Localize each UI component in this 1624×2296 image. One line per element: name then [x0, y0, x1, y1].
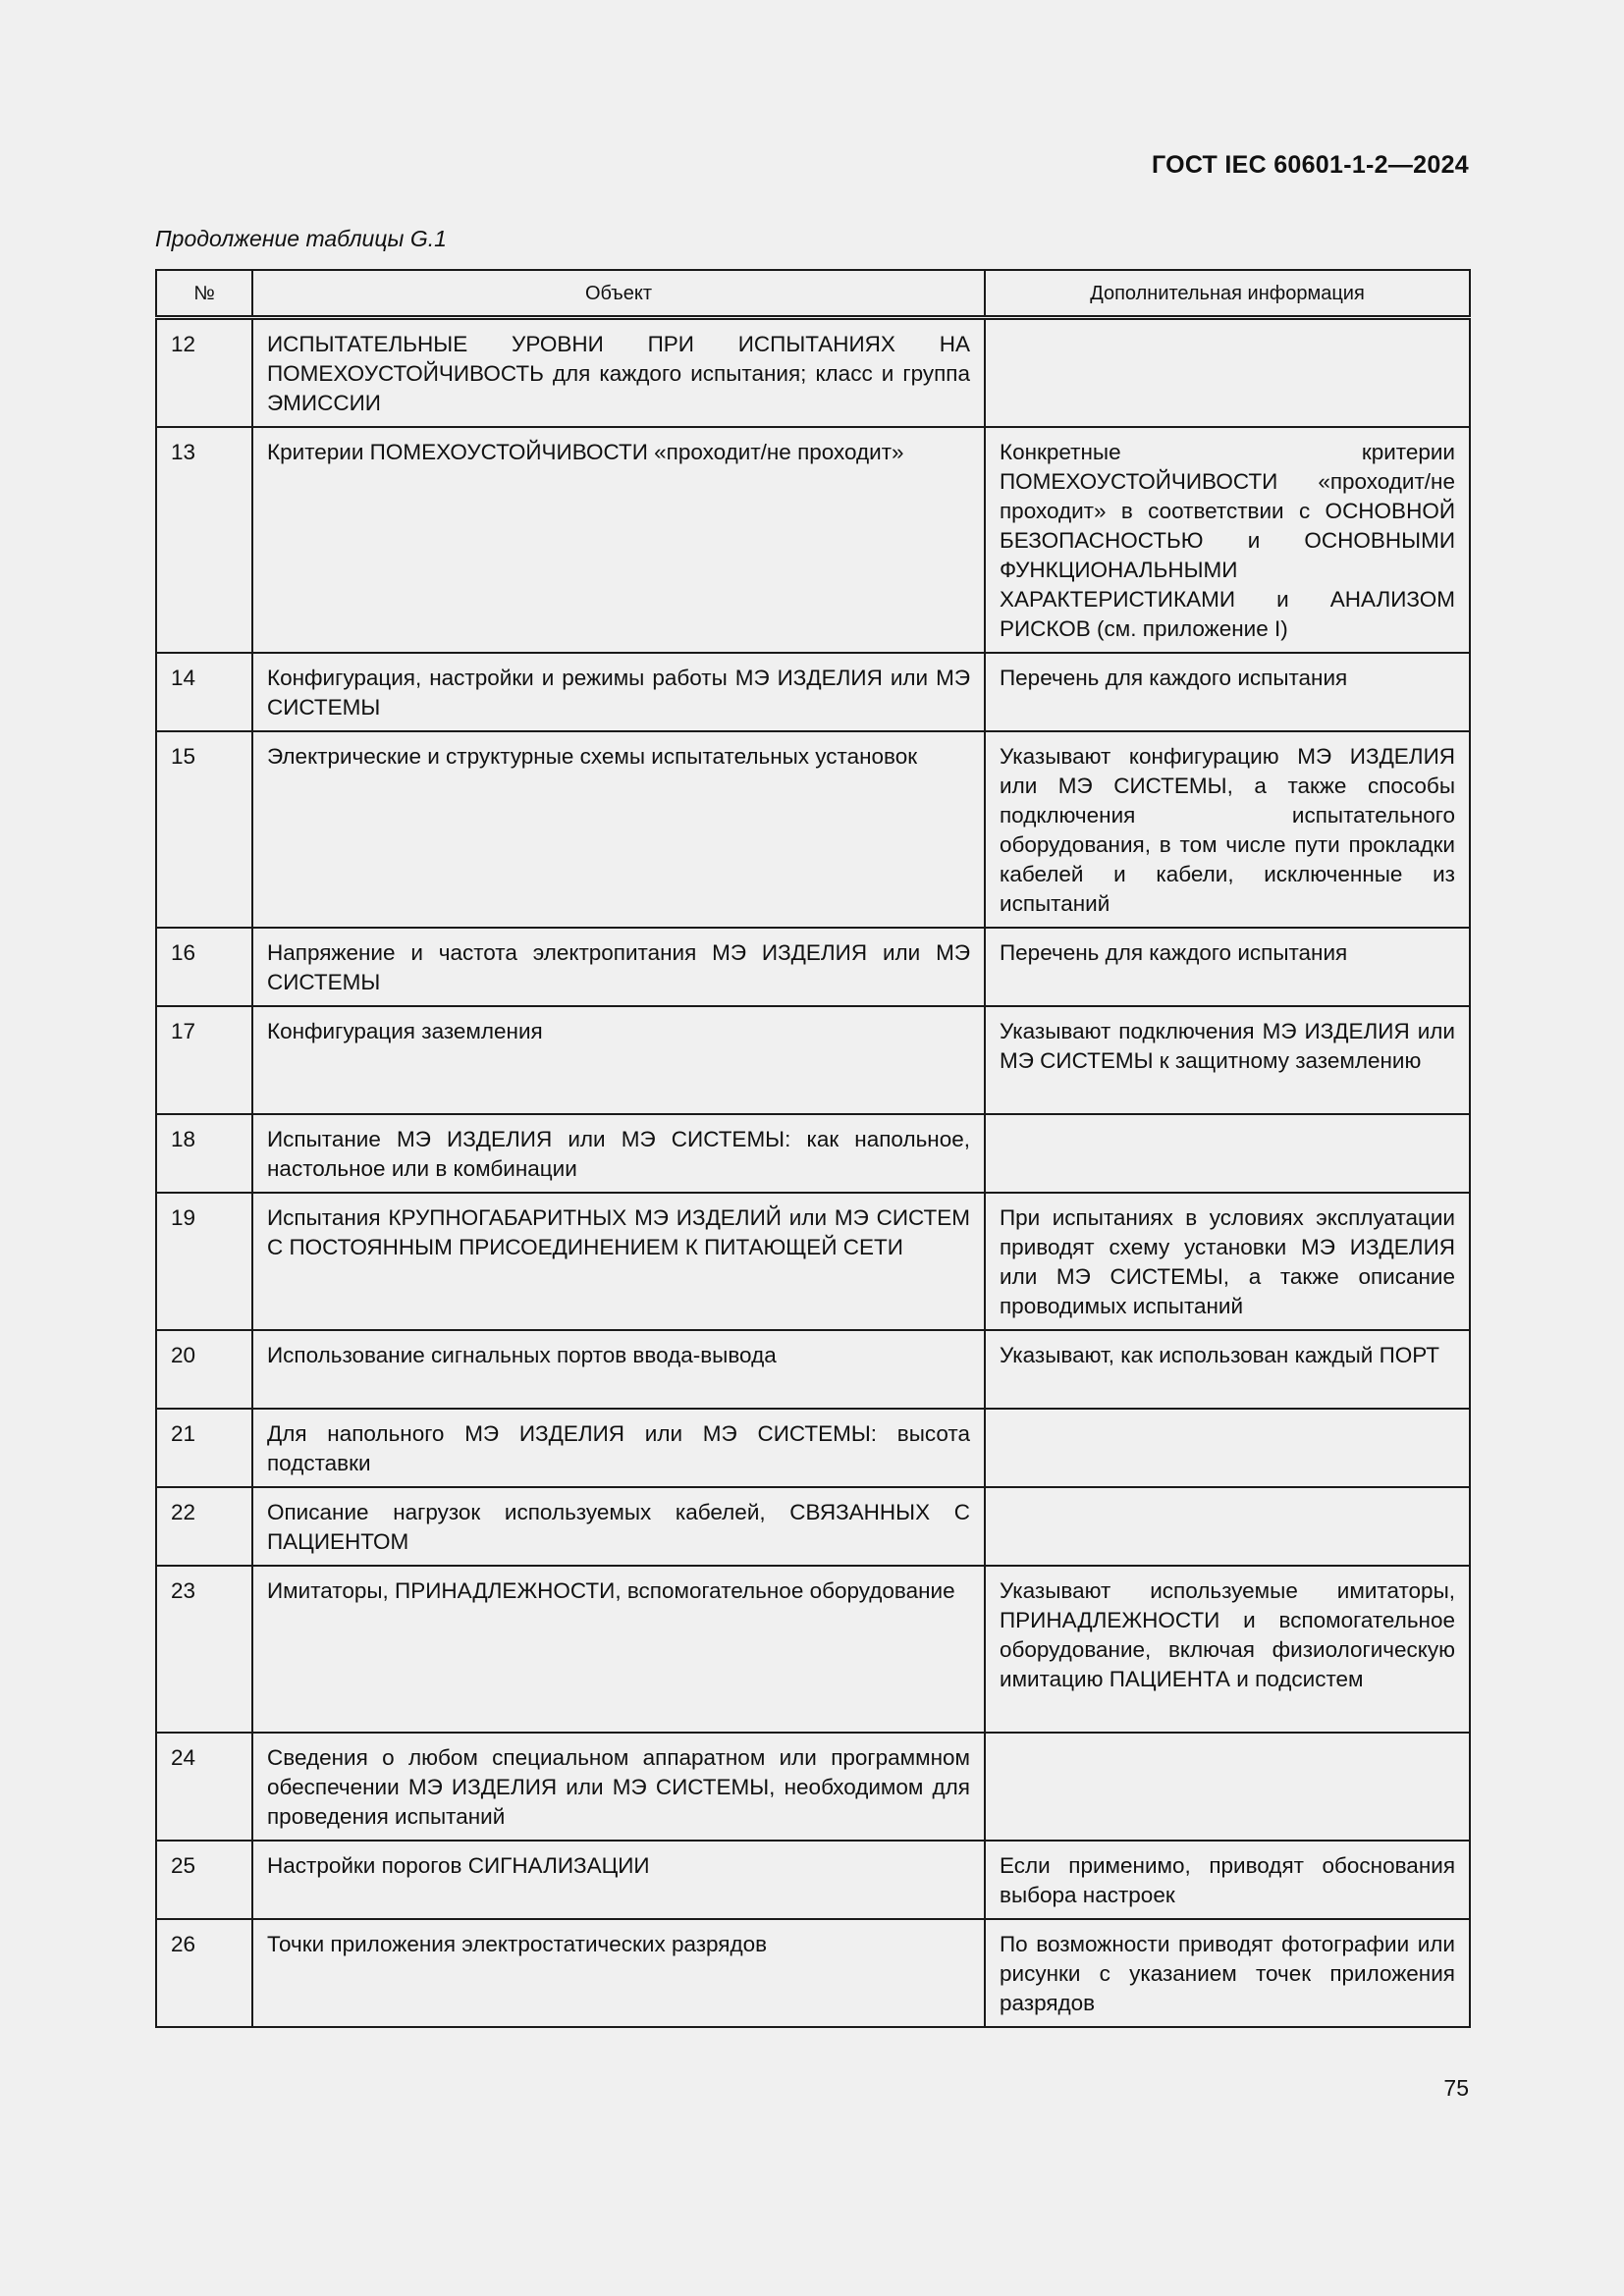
table-row [156, 928, 1470, 1006]
table-caption: Продолжение таблицы G.1 [155, 226, 447, 251]
table-row [156, 427, 1470, 653]
row-info [985, 1733, 1470, 1841]
standard-designation: ГОСТ IEC 60601-1-2—2024 [1151, 151, 1469, 179]
table-row [156, 318, 1470, 428]
table-g1 [155, 269, 1471, 2028]
row-object: Конфигурация, настройки и режимы работы МЭ ИЗДЕЛИЯ или МЭ СИСТЕМЫ [252, 653, 985, 731]
table-row [156, 1841, 1470, 1919]
row-object: Сведения о любом специальном аппаратном или программном обеспечении МЭ ИЗДЕЛИЯ или МЭ СИСТЕМЫ, необходимом для проведения испытаний [252, 1733, 985, 1841]
row-info: По возможности приводят фотографии или рисунки с указанием точек приложения разрядов [985, 1919, 1470, 2027]
table-row [156, 1733, 1470, 1841]
row-object: Испытания КРУПНОГАБАРИТНЫХ МЭ ИЗДЕЛИЙ или МЭ СИСТЕМ С ПОСТОЯННЫМ ПРИСОЕДИНЕНИЕМ К ПИТАЮЩЕЙ СЕТИ [252, 1193, 985, 1330]
row-number: 23 [156, 1566, 252, 1733]
table-row [156, 1114, 1470, 1193]
row-info: Перечень для каждого испытания [985, 653, 1470, 731]
row-number: 14 [156, 653, 252, 731]
page-number: 75 [1443, 2075, 1469, 2101]
table-row [156, 1919, 1470, 2027]
table-row [156, 1006, 1470, 1114]
row-info [985, 318, 1470, 428]
row-info [985, 1487, 1470, 1566]
row-info [985, 1114, 1470, 1193]
row-object: Точки приложения электростатических разрядов [252, 1919, 985, 2027]
row-number: 24 [156, 1733, 252, 1841]
row-info: Указывают используемые имитаторы, ПРИНАДЛЕЖНОСТИ и вспомогательное оборудование, включая физиологическую имитацию ПАЦИЕНТА и подсистем [985, 1566, 1470, 1733]
table-header-row [156, 270, 1470, 318]
table-row [156, 1566, 1470, 1733]
row-object: Использование сигнальных портов ввода-вывода [252, 1330, 985, 1409]
row-info: Перечень для каждого испытания [985, 928, 1470, 1006]
row-info: Указывают подключения МЭ ИЗДЕЛИЯ или МЭ СИСТЕМЫ к защитному заземлению [985, 1006, 1470, 1114]
row-info: Конкретные критерии ПОМЕХОУСТОЙЧИВОСТИ «проходит/не проходит» в соответствии с ОСНОВНОЙ БЕЗОПАСНОСТЬЮ и ОСНОВНЫМИ ФУНКЦИОНАЛЬНЫМИ ХАРАКТЕРИСТИКАМИ и АНАЛИЗОМ РИСКОВ (см. приложение I) [985, 427, 1470, 653]
row-object: ИСПЫТАТЕЛЬНЫЕ УРОВНИ ПРИ ИСПЫТАНИЯХ НА ПОМЕХОУСТОЙЧИВОСТЬ для каждого испытания; класс и группа ЭМИССИИ [252, 318, 985, 428]
table-row [156, 1487, 1470, 1566]
row-number: 13 [156, 427, 252, 653]
row-number: 20 [156, 1330, 252, 1409]
table-row [156, 731, 1470, 928]
row-object: Напряжение и частота электропитания МЭ ИЗДЕЛИЯ или МЭ СИСТЕМЫ [252, 928, 985, 1006]
row-number: 15 [156, 731, 252, 928]
row-object: Для напольного МЭ ИЗДЕЛИЯ или МЭ СИСТЕМЫ: высота подставки [252, 1409, 985, 1487]
table-row [156, 653, 1470, 731]
table-row [156, 1409, 1470, 1487]
row-object: Имитаторы, ПРИНАДЛЕЖНОСТИ, вспомогательное оборудование [252, 1566, 985, 1733]
row-object: Испытание МЭ ИЗДЕЛИЯ или МЭ СИСТЕМЫ: как напольное, настольное или в комбинации [252, 1114, 985, 1193]
row-number: 26 [156, 1919, 252, 2027]
row-object: Электрические и структурные схемы испытательных установок [252, 731, 985, 928]
table-row [156, 1330, 1470, 1409]
row-number: 25 [156, 1841, 252, 1919]
row-number: 18 [156, 1114, 252, 1193]
column-header-object: Объект [252, 270, 985, 318]
row-object: Критерии ПОМЕХОУСТОЙЧИВОСТИ «проходит/не проходит» [252, 427, 985, 653]
row-info: Указывают конфигурацию МЭ ИЗДЕЛИЯ или МЭ СИСТЕМЫ, а также способы подключения испытательного оборудования, в том числе пути прокладки кабелей и кабели, исключенные из испытаний [985, 731, 1470, 928]
row-number: 16 [156, 928, 252, 1006]
row-number: 22 [156, 1487, 252, 1566]
table-row [156, 1193, 1470, 1330]
column-header-additional-info: Дополнительная информация [985, 270, 1470, 318]
row-object: Конфигурация заземления [252, 1006, 985, 1114]
row-info: Если применимо, приводят обоснования выбора настроек [985, 1841, 1470, 1919]
row-number: 19 [156, 1193, 252, 1330]
row-number: 12 [156, 318, 252, 428]
row-info [985, 1409, 1470, 1487]
column-header-number: № [156, 270, 252, 318]
row-info: Указывают, как использован каждый ПОРТ [985, 1330, 1470, 1409]
row-object: Настройки порогов СИГНАЛИЗАЦИИ [252, 1841, 985, 1919]
row-info: При испытаниях в условиях эксплуатации приводят схему установки МЭ ИЗДЕЛИЯ или МЭ СИСТЕМЫ, а также описание проводимых испытаний [985, 1193, 1470, 1330]
row-object: Описание нагрузок используемых кабелей, СВЯЗАННЫХ С ПАЦИЕНТОМ [252, 1487, 985, 1566]
row-number: 17 [156, 1006, 252, 1114]
row-number: 21 [156, 1409, 252, 1487]
